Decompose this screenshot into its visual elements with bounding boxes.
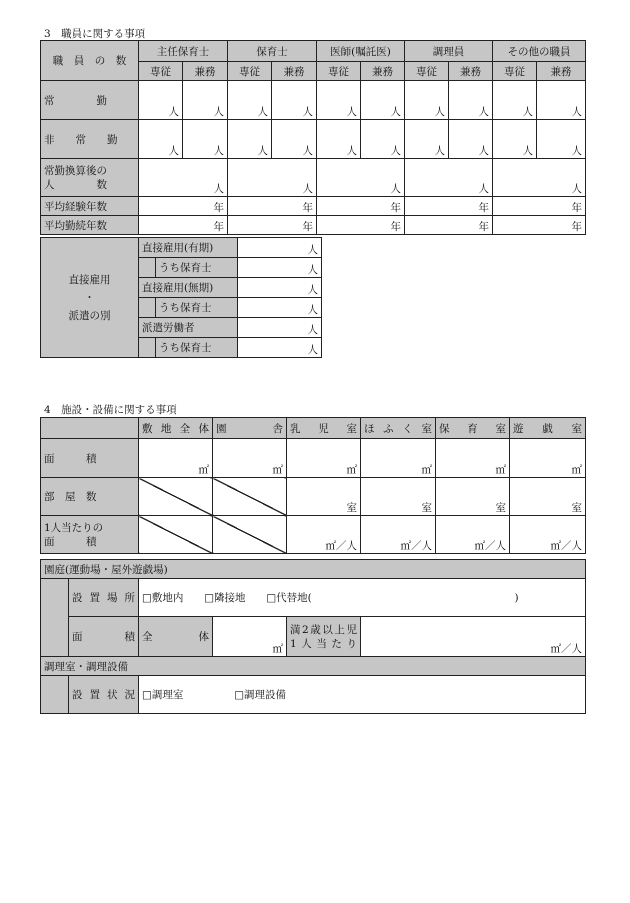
- unit-person: 人: [228, 81, 272, 120]
- unit-year: 年: [139, 216, 228, 235]
- sub-concurrent: 兼務: [449, 62, 493, 81]
- unit-person: 人: [228, 120, 272, 159]
- col-building: 園 舎: [213, 418, 287, 439]
- employment-table: [40, 237, 322, 358]
- col-site-total: 敷地全体: [139, 418, 213, 439]
- garden-area-label: 面 積: [69, 617, 139, 657]
- unit-person: 人: [139, 81, 183, 120]
- unit-person: 人: [238, 318, 322, 338]
- header-nurse: 保育士: [228, 41, 317, 62]
- employment-label-l1: 直接雇用: [68, 273, 111, 286]
- unit-room: 室: [361, 478, 436, 516]
- unit-person: 人: [405, 81, 449, 120]
- unit-person: 人: [405, 159, 493, 197]
- col-crawling-room: ほふく室: [361, 418, 436, 439]
- unit-person: 人: [537, 120, 586, 159]
- diagonal-cell: [213, 478, 287, 516]
- unit-person: 人: [228, 159, 317, 197]
- unit-person: 人: [272, 81, 317, 120]
- diagonal-cell: [139, 478, 213, 516]
- sub-dedicated: 専従: [405, 62, 449, 81]
- unit-room: 室: [510, 478, 586, 516]
- row-area-per-person-l1: 1人当たりの: [44, 521, 104, 534]
- row-converted: [41, 159, 139, 197]
- unit-person: 人: [183, 120, 228, 159]
- unit-person: 人: [405, 120, 449, 159]
- employment-label-l3: 派遣の別: [68, 309, 111, 322]
- row-area-per-person: [41, 516, 139, 554]
- unit-m2-per-person: ㎡／人: [361, 617, 586, 657]
- option-on-site[interactable]: □敷地内: [142, 592, 184, 604]
- garden-title: 園庭(運動場・屋外遊戯場): [41, 560, 586, 579]
- row-converted-l1: 常勤換算後の: [44, 164, 107, 177]
- unit-year: 年: [228, 216, 317, 235]
- over2-l2: 1人当たり: [290, 637, 357, 650]
- row-avg-experience: 平均経験年数: [41, 197, 139, 216]
- facility-corner: [41, 418, 139, 439]
- of-which-nurse: うち保育士: [156, 338, 238, 358]
- unit-m2-per-person: ㎡／人: [510, 516, 586, 554]
- unit-person: 人: [238, 338, 322, 358]
- unit-person: 人: [537, 81, 586, 120]
- option-alternative[interactable]: □代替地(: [266, 592, 312, 604]
- employment-label-l2: ・: [84, 291, 95, 304]
- unit-year: 年: [493, 216, 586, 235]
- dispatched-worker: 派遣労働者: [139, 318, 238, 338]
- unit-person: 人: [238, 298, 322, 318]
- header-doctor: 医師(嘱託医): [317, 41, 405, 62]
- unit-room: 室: [287, 478, 361, 516]
- row-converted-l2: 人 数: [44, 178, 107, 191]
- row-avg-tenure: 平均勤続年数: [41, 216, 139, 235]
- row-parttime: 非 常 勤: [41, 120, 139, 159]
- row-fulltime: 常 勤: [41, 81, 139, 120]
- unit-year: 年: [493, 197, 586, 216]
- sub-concurrent: 兼務: [183, 62, 228, 81]
- unit-m2-per-person: ㎡／人: [287, 516, 361, 554]
- sub-concurrent: 兼務: [361, 62, 405, 81]
- garden-place-options: [139, 579, 586, 617]
- section3-title: 3 職員に関する事項: [44, 28, 146, 40]
- indent-cell: [139, 258, 156, 278]
- unit-m2: ㎡: [361, 439, 436, 478]
- option-kitchen-equipment[interactable]: □調理設備: [234, 689, 287, 701]
- sub-concurrent: 兼務: [272, 62, 317, 81]
- unit-m2: ㎡: [287, 439, 361, 478]
- sub-dedicated: 専従: [493, 62, 537, 81]
- unit-person: 人: [361, 81, 405, 120]
- kitchen-indent: [41, 676, 69, 714]
- unit-person: 人: [361, 120, 405, 159]
- kitchen-title: 調理室・調理設備: [41, 657, 586, 676]
- indent-cell: [139, 338, 156, 358]
- unit-person: 人: [449, 120, 493, 159]
- unit-m2: ㎡: [436, 439, 510, 478]
- garden-place-label: 設置場所: [69, 579, 139, 617]
- unit-person: 人: [493, 81, 537, 120]
- sub-concurrent: 兼務: [537, 62, 586, 81]
- unit-person: 人: [317, 120, 361, 159]
- kitchen-options: [139, 676, 586, 714]
- unit-m2-per-person: ㎡／人: [436, 516, 510, 554]
- diagonal-cell: [139, 516, 213, 554]
- option-adjacent[interactable]: □隣接地: [204, 592, 246, 604]
- facility-table: [40, 417, 586, 554]
- row-room-count: 部 屋 数: [41, 478, 139, 516]
- unit-person: 人: [493, 120, 537, 159]
- unit-room: 室: [436, 478, 510, 516]
- unit-person: 人: [272, 120, 317, 159]
- unit-year: 年: [317, 216, 405, 235]
- row-area: 面 積: [41, 439, 139, 478]
- unit-person: 人: [449, 81, 493, 120]
- unit-person: 人: [317, 81, 361, 120]
- indent-cell: [139, 298, 156, 318]
- sub-dedicated: 専従: [139, 62, 183, 81]
- unit-year: 年: [405, 197, 493, 216]
- col-infant-room: 乳 児 室: [287, 418, 361, 439]
- employment-label: [41, 238, 139, 358]
- unit-m2: ㎡: [510, 439, 586, 478]
- garden-total-label: 全 体: [139, 617, 213, 657]
- unit-m2: ㎡: [213, 617, 287, 657]
- direct-indefinite: 直接雇用(無期): [139, 278, 238, 298]
- unit-m2: ㎡: [139, 439, 213, 478]
- over2-l1: 満2歳以上児: [290, 623, 357, 636]
- garden-kitchen-table: [40, 559, 586, 714]
- of-which-nurse: うち保育士: [156, 298, 238, 318]
- sub-dedicated: 専従: [317, 62, 361, 81]
- garden-indent: [41, 579, 69, 657]
- header-chief-nurse: 主任保育士: [139, 41, 228, 62]
- unit-m2: ㎡: [213, 439, 287, 478]
- unit-person: 人: [493, 159, 586, 197]
- diagonal-cell: [213, 516, 287, 554]
- unit-person: 人: [238, 278, 322, 298]
- unit-person: 人: [317, 159, 405, 197]
- direct-fixed-term: 直接雇用(有期): [139, 238, 238, 258]
- option-kitchen-room[interactable]: □調理室: [142, 689, 184, 701]
- unit-person: 人: [139, 120, 183, 159]
- header-cook: 調理員: [405, 41, 493, 62]
- unit-person: 人: [238, 238, 322, 258]
- of-which-nurse: うち保育士: [156, 258, 238, 278]
- unit-year: 年: [405, 216, 493, 235]
- unit-year: 年: [139, 197, 228, 216]
- unit-year: 年: [228, 197, 317, 216]
- unit-year: 年: [317, 197, 405, 216]
- kitchen-status-label: 設置状況: [69, 676, 139, 714]
- unit-person: 人: [238, 258, 322, 278]
- sub-dedicated: 専従: [228, 62, 272, 81]
- over2-per-person-label: [287, 617, 361, 657]
- staff-count-header: 職 員 の 数: [41, 41, 139, 81]
- col-nursery-room: 保 育 室: [436, 418, 510, 439]
- unit-person: 人: [139, 159, 228, 197]
- unit-m2-per-person: ㎡／人: [361, 516, 436, 554]
- staff-table: [40, 40, 586, 235]
- unit-person: 人: [183, 81, 228, 120]
- option-alternative-close: ): [514, 592, 519, 604]
- col-play-room: 遊 戯 室: [510, 418, 586, 439]
- section4-title: 4 施設・設備に関する事項: [44, 404, 177, 416]
- header-other: その他の職員: [493, 41, 586, 62]
- row-area-per-person-l2: 面 積: [44, 535, 97, 548]
